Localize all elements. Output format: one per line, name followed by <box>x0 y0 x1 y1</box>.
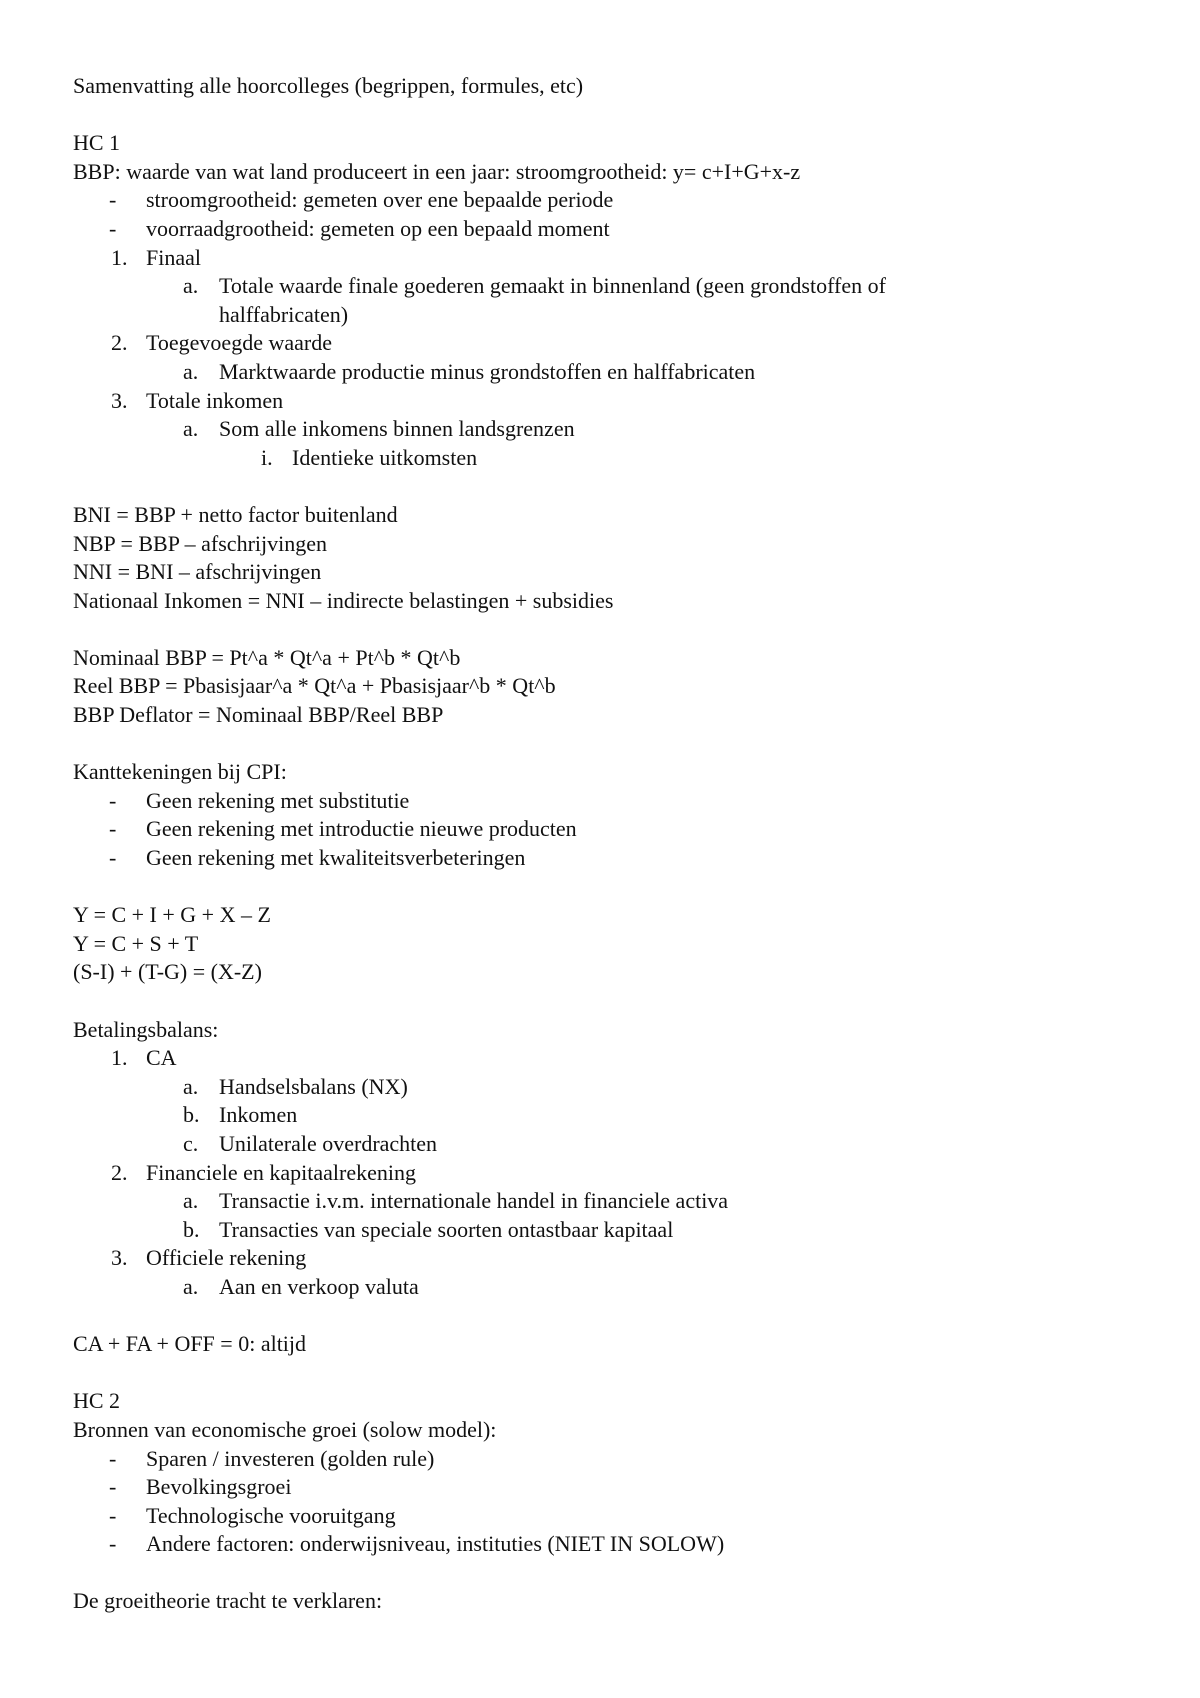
list-item <box>73 1187 1133 1216</box>
list-item-text: Toegevoegde waarde <box>146 330 332 356</box>
list-item <box>73 215 1133 244</box>
list-marker: 1. <box>111 244 128 270</box>
list-item <box>73 1502 1133 1531</box>
text-line: De groeitheorie tracht te verklaren: <box>73 1588 383 1614</box>
text-line: NNI = BNI – afschrijvingen <box>73 559 322 585</box>
list-item <box>73 358 1133 387</box>
blank-line <box>73 1559 1133 1588</box>
list-item <box>73 1159 1133 1188</box>
list-item-text: stroomgrootheid: gemeten over ene bepaalde periode <box>146 187 614 213</box>
list-marker: 3. <box>111 387 128 413</box>
list-marker: - <box>109 215 117 241</box>
text-line: Nationaal Inkomen = NNI – indirecte belastingen + subsidies <box>73 587 614 613</box>
list-item <box>73 1530 1133 1559</box>
list-item-continuation <box>73 301 1133 330</box>
list-item-text: voorraadgrootheid: gemeten op een bepaald moment <box>146 215 610 241</box>
blank-line <box>73 1359 1133 1388</box>
list-item-text: Sparen / investeren (golden rule) <box>146 1445 435 1471</box>
text-line: NBP = BBP – afschrijvingen <box>73 530 327 556</box>
blank-line <box>73 101 1133 130</box>
text-line: Kanttekeningen bij CPI: <box>73 759 287 785</box>
list-item <box>73 1473 1133 1502</box>
text-line: BNI = BBP + netto factor buitenland <box>73 501 398 527</box>
blank-line <box>73 730 1133 759</box>
list-marker: - <box>109 845 117 871</box>
list-item <box>73 1101 1133 1130</box>
text-line: HC 2 <box>73 1388 121 1414</box>
list-item <box>73 272 1133 301</box>
text-line: Bronnen van economische groei (solow model): <box>73 1416 497 1442</box>
text-line: Betalingsbalans: <box>73 1016 219 1042</box>
list-item <box>73 1044 1133 1073</box>
list-item-text: Financiele en kapitaalrekening <box>146 1159 416 1185</box>
list-item-text: Totale waarde finale goederen gemaakt in binnenland (geen grondstoffen of <box>219 273 886 299</box>
blank-line <box>73 472 1133 501</box>
list-item <box>73 787 1133 816</box>
document-body <box>73 72 1133 1616</box>
list-item <box>73 844 1133 873</box>
list-item-text: Som alle inkomens binnen landsgrenzen <box>219 416 575 442</box>
text-line: Y = C + I + G + X – Z <box>73 902 271 928</box>
document-title: Samenvatting alle hoorcolleges (begrippen, formules, etc) <box>73 73 584 98</box>
list-item-text: Technologische vooruitgang <box>146 1502 396 1528</box>
list-marker: b. <box>183 1102 200 1128</box>
list-item-text: Identieke uitkomsten <box>292 444 478 470</box>
list-marker: 3. <box>111 1245 128 1271</box>
list-item <box>73 1445 1133 1474</box>
list-marker: 2. <box>111 330 128 356</box>
list-item-text: Geen rekening met introductie nieuwe producten <box>146 816 577 842</box>
list-marker: a. <box>183 1188 199 1214</box>
list-marker: - <box>109 1474 117 1500</box>
list-item <box>73 415 1133 444</box>
list-marker: a. <box>183 1073 199 1099</box>
list-item <box>73 186 1133 215</box>
list-item-text: Geen rekening met kwaliteitsverbeteringen <box>146 845 526 871</box>
list-item-text: Handselsbalans (NX) <box>219 1073 408 1099</box>
list-marker: 2. <box>111 1159 128 1185</box>
list-marker: c. <box>183 1130 199 1156</box>
list-marker: - <box>109 816 117 842</box>
text-line: Reel BBP = Pbasisjaar^a * Qt^a + Pbasisjaar^b * Qt^b <box>73 673 556 699</box>
list-item-text: Officiele rekening <box>146 1245 307 1271</box>
blank-line <box>73 615 1133 644</box>
list-marker: 1. <box>111 1045 128 1071</box>
list-marker: i. <box>261 444 273 470</box>
text-line: BBP: waarde van wat land produceert in een jaar: stroomgrootheid: y= c+I+G+x-z <box>73 158 801 184</box>
list-marker: - <box>109 187 117 213</box>
text-line: (S-I) + (T-G) = (X-Z) <box>73 959 262 985</box>
text-line: Y = C + S + T <box>73 930 199 956</box>
list-marker: b. <box>183 1216 200 1242</box>
text-line: CA + FA + OFF = 0: altijd <box>73 1331 307 1357</box>
list-marker: a. <box>183 416 199 442</box>
list-marker: a. <box>183 358 199 384</box>
text-line: HC 1 <box>73 130 121 156</box>
list-marker: a. <box>183 273 199 299</box>
text-line: Nominaal BBP = Pt^a * Qt^a + Pt^b * Qt^b <box>73 644 461 670</box>
text-line: BBP Deflator = Nominaal BBP/Reel BBP <box>73 702 444 728</box>
list-item-text: Unilaterale overdrachten <box>219 1130 438 1156</box>
list-marker: - <box>109 787 117 813</box>
list-item <box>73 1216 1133 1245</box>
list-item-text: Andere factoren: onderwijsniveau, instituties (NIET IN SOLOW) <box>146 1531 725 1557</box>
list-item-text: Inkomen <box>219 1102 298 1128</box>
list-marker: - <box>109 1531 117 1557</box>
list-marker: - <box>109 1445 117 1471</box>
blank-line <box>73 873 1133 902</box>
list-marker: - <box>109 1502 117 1528</box>
list-item <box>73 1273 1133 1302</box>
list-item <box>73 444 1133 473</box>
list-item-text: Totale inkomen <box>146 387 284 413</box>
list-marker: a. <box>183 1273 199 1299</box>
list-item <box>73 329 1133 358</box>
list-item <box>73 244 1133 273</box>
list-item <box>73 815 1133 844</box>
list-item-text: Marktwaarde productie minus grondstoffen en halffabricaten <box>219 358 756 384</box>
list-item-text: halffabricaten) <box>219 301 349 327</box>
list-item-text: Transacties van speciale soorten ontastbaar kapitaal <box>219 1216 674 1242</box>
list-item-text: CA <box>146 1045 177 1071</box>
list-item-text: Bevolkingsgroei <box>146 1474 292 1500</box>
list-item <box>73 387 1133 416</box>
list-item-text: Geen rekening met substitutie <box>146 787 410 813</box>
blank-line <box>73 987 1133 1016</box>
list-item <box>73 1073 1133 1102</box>
list-item <box>73 1130 1133 1159</box>
list-item <box>73 1244 1133 1273</box>
blank-line <box>73 1302 1133 1331</box>
list-item-text: Finaal <box>146 244 201 270</box>
list-item-text: Transactie i.v.m. internationale handel in financiele activa <box>219 1188 729 1214</box>
list-item-text: Aan en verkoop valuta <box>219 1273 419 1299</box>
